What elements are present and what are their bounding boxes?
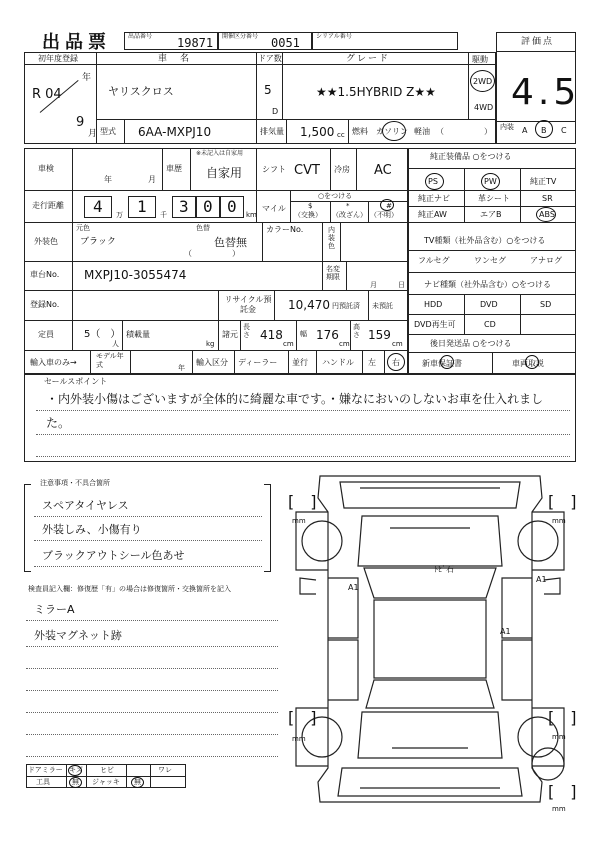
capacity-label: 定員 xyxy=(38,330,54,339)
distance-digit-3: 3 xyxy=(172,196,196,218)
distance-digit-1: 4 xyxy=(84,196,112,218)
damage-chip: ﾄﾋﾞ石 xyxy=(434,565,454,574)
expire-day: 日 xyxy=(398,281,405,289)
after-manual: 車両取説 xyxy=(512,359,544,368)
serial-label: シリアル番号 xyxy=(316,33,352,40)
distance-man: 万 xyxy=(116,211,123,219)
sales-line-1: ・内外装小傷はございますが全体的に綺麗な車です。・嫌なにおいのしないお車を仕入れまし xyxy=(46,392,544,406)
recycle-none: 未預託 xyxy=(372,302,393,310)
height-label: 高さ xyxy=(353,323,360,339)
lane-no-label: 開催区分番号 xyxy=(222,33,259,40)
footer-scratch-circle xyxy=(68,765,82,776)
len-value: 418 xyxy=(260,328,283,342)
nav-cd: CD xyxy=(484,320,496,329)
mark-exchange-sym: $ xyxy=(308,202,313,210)
score-label: 評価点 xyxy=(521,37,555,47)
doors-sub: D xyxy=(272,107,279,116)
mark-unknown-circle xyxy=(380,199,394,211)
handle-left: 左 xyxy=(368,358,376,367)
distance-label: 走行距離 xyxy=(32,201,64,210)
exhibit-no-label: 出品番号 xyxy=(128,33,153,40)
inspect-1: ミラーA xyxy=(34,603,75,616)
equip-ps-circle xyxy=(425,173,444,190)
bracket-fr: [ ] xyxy=(548,492,577,511)
expire-month: 月 xyxy=(370,281,377,289)
fuel-circle xyxy=(382,121,406,141)
int-color-label: 内装色 xyxy=(328,226,335,250)
handle-right: 右 xyxy=(392,358,400,367)
len-unit: cm xyxy=(283,340,294,348)
distance-digit-5: 0 xyxy=(220,196,244,218)
interior-a: A xyxy=(522,126,528,135)
footer-scratch: キズ xyxy=(69,766,83,774)
height-value: 159 xyxy=(368,328,391,342)
interior-b-circle xyxy=(535,120,553,138)
note-2: 外装しみ、小傷有り xyxy=(42,523,142,536)
footer-jack-circle xyxy=(131,777,144,788)
light-oil-paren: （ ） xyxy=(436,127,492,136)
equip-sr: SR xyxy=(542,194,553,203)
mm-spare: mm xyxy=(552,805,566,813)
orig-color: ブラック xyxy=(80,237,116,247)
len-label: 長さ xyxy=(243,323,250,339)
first-reg-era: R 04 xyxy=(32,87,62,102)
displacement-unit: cc xyxy=(337,131,345,139)
color-label: 外装色 xyxy=(34,237,58,246)
model-label: 型式 xyxy=(100,127,116,136)
capacity-value: 5（ ） xyxy=(84,329,121,340)
color-no-label: カラーNo. xyxy=(266,225,304,234)
equip-pw-circle xyxy=(481,173,500,190)
chassis-value: MXPJ10-3055474 xyxy=(84,268,187,282)
bracket-spare: [ ] xyxy=(548,782,577,801)
displacement-value: 1,500 xyxy=(300,125,335,139)
footer-tools: 工具 xyxy=(36,778,50,786)
after-warranty-circle xyxy=(440,355,454,369)
color-paren: （ ） xyxy=(184,249,240,258)
mark-exchange: （交換） xyxy=(294,211,322,219)
nav-header: ナビ種類（社外品含む）○をつける xyxy=(424,280,551,289)
drive-4wd: 4WD xyxy=(474,103,494,112)
equip-abs-circle xyxy=(536,207,556,222)
car-name: ヤリスクロス xyxy=(108,85,174,98)
orig-color-label: 元色 xyxy=(76,224,90,232)
tv-oneseg: ワンセグ xyxy=(474,256,506,265)
height-unit: cm xyxy=(392,340,403,348)
inspect-2: 外装マグネット跡 xyxy=(34,629,122,642)
first-reg-year-unit: 年 xyxy=(82,73,92,83)
first-reg-label: 初年度登録 xyxy=(38,54,78,63)
marks-header: ○をつける xyxy=(318,192,353,200)
bracket-rr: [ ] xyxy=(548,708,577,727)
doors-value: 5 xyxy=(264,83,272,97)
chassis-label: 車台No. xyxy=(30,270,60,279)
footer-crack: ヒビ xyxy=(100,766,114,774)
import-dealer: ディーラー xyxy=(238,358,278,367)
distance-sen: 千 xyxy=(160,211,167,219)
after-header: 後日発送品 ○をつける xyxy=(430,339,512,348)
doors-label: ドア数 xyxy=(258,54,282,63)
shift-label: シフト xyxy=(262,165,286,174)
equip-navi: 純正ナビ xyxy=(418,194,450,203)
after-manual-circle xyxy=(525,355,539,369)
model-year-unit: 年 xyxy=(178,364,185,372)
equip-leather: 革シート xyxy=(478,194,510,203)
car-diagram xyxy=(280,468,580,810)
after-warranty: 新車保証書 xyxy=(422,359,462,368)
model-year-label: モデル年式 xyxy=(96,352,124,369)
bracket-fl: [ ] xyxy=(288,492,317,511)
exhibit-no-box xyxy=(124,32,218,50)
note-3: ブラックアウトシール色あせ xyxy=(42,549,185,562)
tv-fullseg: フルセグ xyxy=(418,256,450,265)
light-oil-label: 軽油 xyxy=(414,127,430,136)
nav-dvd: DVD xyxy=(480,300,498,309)
history-value: 自家用 xyxy=(206,166,243,180)
recycle-label: リサイクル預託金 xyxy=(224,295,272,314)
expire-label: 名変期限 xyxy=(326,265,340,281)
serial-box xyxy=(312,32,458,50)
equip-pw: PW xyxy=(484,177,497,186)
history-label: 車歴 xyxy=(166,164,182,173)
notes-bracket-right xyxy=(264,484,271,572)
footer-tools-circle xyxy=(69,777,82,788)
drive-label: 駆動 xyxy=(472,55,488,64)
equip-aw: 純正AW xyxy=(418,210,447,219)
width-value: 176 xyxy=(316,328,339,342)
ac-value: AC xyxy=(374,163,392,178)
first-reg-month: 9 xyxy=(76,115,85,130)
handle-right-circle xyxy=(387,353,405,371)
color-change-label: 色替 xyxy=(196,224,210,232)
capacity-unit: 人 xyxy=(112,340,119,348)
exhibit-no: 19871 xyxy=(177,36,214,50)
bracket-rl: [ ] xyxy=(288,708,317,727)
footer-mirror: ドアミラー xyxy=(28,766,63,774)
equip-airbag: エアB xyxy=(480,210,502,219)
interior-label: 内装 xyxy=(500,123,514,131)
interior-b: B xyxy=(541,126,547,135)
distance-digit-2: 1 xyxy=(128,196,156,218)
equip-header: 純正装備品 ○をつける xyxy=(430,152,512,161)
lane-no: 0051 xyxy=(271,36,300,50)
car-name-label: 車 名 xyxy=(158,54,192,64)
recycle-unit: 円預託済 xyxy=(332,302,360,310)
notes-bracket-left xyxy=(24,484,31,572)
dims-label: 諸元 xyxy=(222,330,238,339)
mm-rr: mm xyxy=(552,733,566,741)
reg-label: 登録No. xyxy=(30,300,60,309)
drive-2wd: 2WD xyxy=(473,77,493,86)
mark-tamper: （改ざん） xyxy=(332,211,367,219)
width-unit: cm xyxy=(339,340,350,348)
equip-ps: PS xyxy=(428,177,438,186)
footer-break: ワレ xyxy=(158,766,172,774)
damage-a1-mirror: A1 xyxy=(536,575,547,584)
grade-label: グレード xyxy=(346,54,391,64)
sales-label: セールスポイント xyxy=(44,377,108,386)
import-type-label: 輸入区分 xyxy=(196,358,228,367)
equip-tv: 純正TV xyxy=(530,177,557,186)
tv-header: TV種類（社外品含む）○をつける xyxy=(424,236,546,245)
fuel-label: 燃料 xyxy=(352,127,368,136)
distance-km: km xyxy=(246,211,257,219)
interior-c: C xyxy=(561,126,567,135)
distance-digit-4: 0 xyxy=(196,196,220,218)
mark-unknown-sym: # xyxy=(386,202,392,210)
damage-a1-front-left: A1 xyxy=(348,583,359,592)
inspect-label: 検査員記入欄：修復歴「有」の場合は修復箇所・交換箇所を記入 xyxy=(28,585,231,593)
equip-abs: ABS xyxy=(539,210,555,219)
sales-line-2: た。 xyxy=(46,416,71,430)
load-label: 積載量 xyxy=(126,330,150,339)
mark-unknown: （不明） xyxy=(370,211,398,219)
grade-value: ★★1.5HYBRID Z★★ xyxy=(316,85,436,99)
shift-value: CVT xyxy=(294,163,320,178)
import-label: 輸入車のみ→ xyxy=(30,358,77,367)
page-title: 出品票 xyxy=(42,32,111,53)
shaken-label: 車検 xyxy=(38,164,54,173)
nav-dvd-play: DVD再生可 xyxy=(414,320,456,329)
mm-fr: mm xyxy=(552,517,566,525)
score-value: 4.5 xyxy=(511,72,581,113)
drive-2wd-circle xyxy=(470,70,495,92)
sales-point-box xyxy=(24,374,576,462)
width-label: 幅 xyxy=(300,330,307,338)
tv-analog: アナログ xyxy=(530,256,562,265)
fuel-value: ガソリン xyxy=(376,127,408,136)
mm-rl: mm xyxy=(292,735,306,743)
import-parallel: 並行 xyxy=(292,358,308,367)
color-change: 色替無 xyxy=(214,236,247,249)
history-note: ※未記入は自家用 xyxy=(196,150,244,157)
damage-a1-door: A1 xyxy=(500,627,511,636)
ac-label: 冷房 xyxy=(334,165,350,174)
first-reg-month-unit: 月 xyxy=(88,129,98,139)
footer-jack-value: 無 xyxy=(134,778,141,786)
recycle-value: 10,470 xyxy=(288,298,330,312)
displacement-label: 排気量 xyxy=(260,127,284,136)
handle-label: ハンドル xyxy=(322,358,354,367)
mark-tamper-sym: * xyxy=(346,202,350,210)
lane-no-box xyxy=(218,32,312,50)
footer-jack: ジャッキ xyxy=(92,778,120,786)
load-unit: kg xyxy=(206,340,215,348)
nav-sd: SD xyxy=(540,300,552,309)
notes-label: 注意事項・不具合箇所 xyxy=(40,479,110,487)
mm-fl: mm xyxy=(292,517,306,525)
shaken-month: 月 xyxy=(148,175,156,184)
shaken-year: 年 xyxy=(104,175,112,184)
note-1: スペアタイヤレス xyxy=(42,499,129,512)
model-value: 6AA-MXPJ10 xyxy=(138,125,212,139)
mile-label: マイル xyxy=(262,204,286,213)
footer-tools-value: 無 xyxy=(72,778,79,786)
nav-hdd: HDD xyxy=(424,300,443,309)
